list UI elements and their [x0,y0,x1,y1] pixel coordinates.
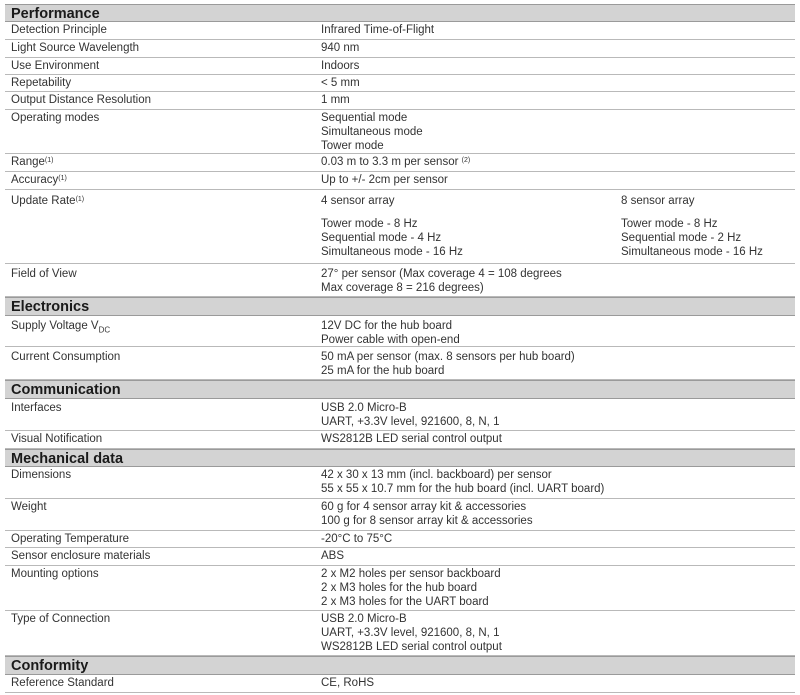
spec-label: Update Rate$^{(1)}$ [11,195,85,207]
spec-value-list [321,500,533,528]
spec-value-line: Tower mode - 8 Hz [621,218,718,230]
column-header: 8 sensor array [621,195,695,207]
spec-label: Range$^{(1)}$ [11,156,54,168]
spec-row-resolution [5,92,795,110]
spec-row-visual-notification [5,431,795,449]
spec-value-line: 25 mA for the hub board [321,365,445,377]
spec-value-line: 55 x 55 x 10.7 mm for the hub board (incl. UART board) [321,483,605,495]
section-title: Conformity [11,658,89,674]
spec-label: Mounting options [11,568,99,580]
section-title: Electronics [11,299,90,315]
spec-value-list [321,468,604,496]
spec-value-line: Power cable with open-end [321,334,460,346]
spec-value-line: USB 2.0 Micro-B [321,402,407,414]
spec-value-line: 60 g for 4 sensor array kit & accessories [321,501,527,513]
spec-value-line: 2 x M3 holes for the hub board [321,582,477,594]
spec-value: CE, RoHS [321,677,375,689]
spec-row-enclosure-materials [5,548,795,566]
footnote-ref: (1) [75,196,85,203]
spec-value-line: 100 g for 8 sensor array kit & accessories [321,515,533,527]
spec-value: 940 nm [321,42,360,54]
spec-label: Interfaces [11,402,62,414]
footnote-ref: (1) [58,175,67,182]
footnote-ref: (1) [44,157,54,164]
spec-row-accuracy [5,172,795,190]
spec-label: Detection Principle [11,24,107,36]
spec-label: Output Distance Resolution [11,94,151,106]
spec-value-line: USB 2.0 Micro-B [321,613,407,625]
spec-row-range [5,154,795,172]
spec-value: WS2812B LED serial control output [321,433,502,445]
spec-value-line: WS2812B LED serial control output [321,641,502,653]
spec-value-list [321,401,499,429]
spec-value: ABS [321,550,345,562]
spec-label: Weight [11,501,47,513]
spec-value-line: UART, +3.3V level, 921600, 8, N, 1 [321,627,500,639]
spec-value: -20°C to 75°C [321,533,393,545]
spec-value-list [321,567,501,609]
update-rate-4-sensor [321,194,463,259]
spec-value-line: Simultaneous mode [321,126,423,138]
spec-label: Dimensions [11,469,72,481]
spec-label: Visual Notification [11,433,103,445]
spec-value-line: Tower mode - 8 Hz [321,218,418,230]
spec-value-line: Sequential mode - 2 Hz [621,232,742,244]
section-conformity [5,656,795,675]
spec-row-type-of-connection [5,611,795,656]
spec-value-list [321,267,562,295]
column-header: 4 sensor array [321,195,395,207]
spec-row-reference-standard [5,675,795,693]
spec-row-dimensions [5,467,795,499]
spec-label: Reference Standard [11,677,114,689]
spec-row-weight [5,499,795,531]
spec-row-environment [5,58,795,75]
section-communication [5,380,795,399]
spec-value-line: UART, +3.3V level, 921600, 8, N, 1 [321,416,500,428]
spec-label: Accuracy$^{(1)}$ [11,174,67,186]
spec-row-update-rate [5,190,795,264]
spec-row-wavelength [5,40,795,58]
spec-label: Repetability [11,77,72,89]
spec-label: Type of Connection [11,613,111,625]
spec-value-line: Sequential mode [321,112,408,124]
spec-label: Operating modes [11,112,100,124]
spec-value-line: Sequential mode - 4 Hz [321,232,442,244]
spec-label: Current Consumption [11,351,121,363]
spec-value-list [321,111,423,153]
spec-value-line: Simultaneous mode - 16 Hz [321,246,463,258]
spec-label: Field of View [11,268,77,280]
update-rate-8-sensor [621,194,763,259]
spec-value-line: 12V DC for the hub board [321,320,453,332]
spec-value-list [321,612,502,654]
spec-label: Light Source Wavelength [11,42,140,54]
spec-row-supply-voltage [5,316,795,347]
section-performance [5,4,795,22]
spec-label: Use Environment [11,60,100,72]
spec-value-line: Tower mode [321,140,384,152]
spec-label: Supply Voltage $V_{DC}$ [11,320,111,335]
spec-value-line: 42 x 30 x 13 mm (incl. backboard) per sensor [321,469,552,481]
spec-row-temperature [5,531,795,548]
spec-row-interfaces [5,399,795,431]
spec-value-list [321,319,460,347]
spec-value: Infrared Time-of-Flight [321,24,435,36]
subscript: DC [98,325,111,335]
section-title: Communication [11,382,121,398]
spec-value: Indoors [321,60,360,72]
section-electronics [5,297,795,316]
spec-label: Operating Temperature [11,533,130,545]
spec-value-line: 27° per sensor (Max coverage 4 = 108 degrees [321,268,562,280]
section-title: Performance [11,6,100,22]
spec-value: 1 mm [321,94,350,106]
spec-value-line: 2 x M3 holes for the UART board [321,596,489,608]
spec-row-current-consumption [5,347,795,380]
spec-row-detection-principle [5,22,795,40]
footnote-ref: (2) [461,157,471,164]
spec-row-repeatability [5,75,795,92]
spec-value-line: Simultaneous mode - 16 Hz [621,246,763,258]
spec-label: Sensor enclosure materials [11,550,151,562]
spec-row-mounting-options [5,566,795,611]
spec-value-list [321,350,575,378]
section-title: Mechanical data [11,451,124,467]
spec-row-operating-modes [5,110,795,154]
spec-value-line: Max coverage 8 = 216 degrees) [321,282,484,294]
section-mechanical [5,449,795,467]
spec-value-line: 2 x M2 holes per sensor backboard [321,568,501,580]
spec-row-field-of-view [5,264,795,297]
spec-value: < 5 mm [321,77,360,89]
spec-value-line: 50 mA per sensor (max. 8 sensors per hub board) [321,351,575,363]
spec-value: Up to +/- 2cm per sensor [321,174,448,186]
spec-value: 0.03 m to 3.3 m per sensor $^{(2)}$ [321,156,471,168]
